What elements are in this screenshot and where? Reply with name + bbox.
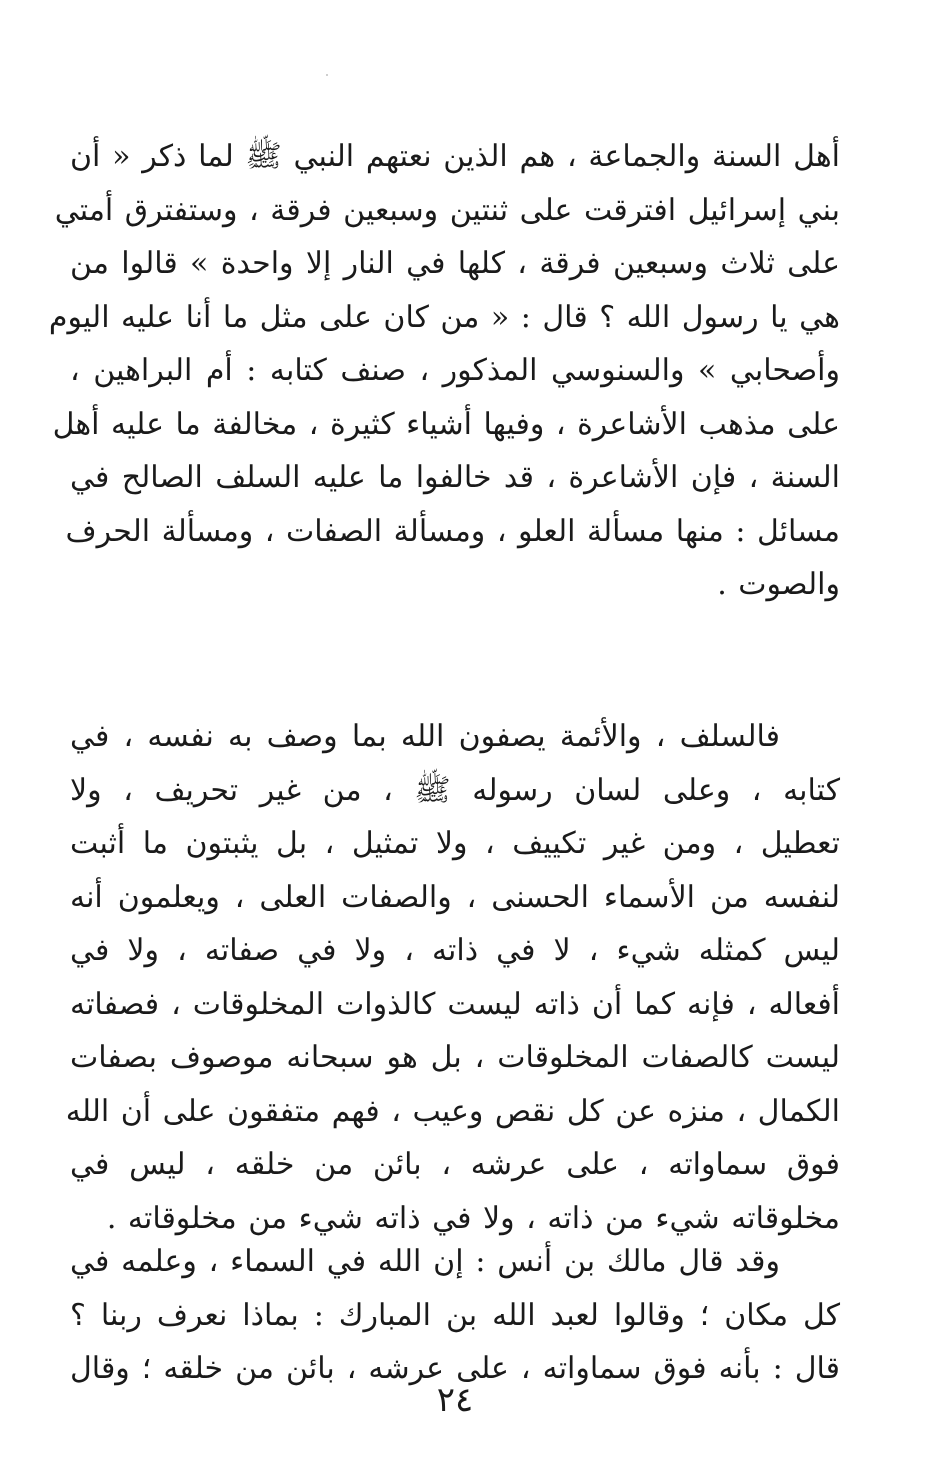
- paragraph-2-line-10: مخلوقاته شيء من ذاته ، ولا في ذاته شيء من مخلوقاته .: [106, 1200, 840, 1236]
- paragraph-1-line-1: أهل السنة والجماعة ، هم الذين نعتهم النبي ﷺ لما ذكر « أن: [70, 139, 840, 174]
- paragraph-3-line-2: كل مكان ؛ وقالوا لعبد الله بن المبارك : بماذا نعرف ربنا ؟: [70, 1297, 840, 1333]
- paragraph-3-line-3: قال : بأنه فوق سماواته ، على عرشه ، بائن من خلقه ؛ وقال: [70, 1351, 840, 1386]
- paragraph-3-line-1: وقد قال مالك بن أنس : إن الله في السماء ، وعلمه في: [70, 1244, 780, 1279]
- paragraph-3: [70, 1235, 840, 1396]
- book-page: [48, 120, 840, 1450]
- paragraph-2-line-7: ليست كالصفات المخلوقات ، بل هو سبحانه موصوف بصفات: [70, 1040, 840, 1075]
- paragraph-2-line-2: كتابه ، وعلى لسان رسوله ﷺ ، من غير تحريف ، ولا: [70, 772, 840, 808]
- paragraph-2-line-3: تعطيل ، ومن غير تكييف ، ولا تمثيل ، بل يثبتون ما أثبت: [70, 826, 840, 861]
- paragraph-1-line-2: بني إسرائيل افترقت على ثنتين وسبعين فرقة ، وستفترق أمتي: [54, 192, 840, 228]
- scan-mark: [326, 74, 328, 76]
- paragraph-1-line-5: وأصحابي » والسنوسي المذكور ، صنف كتابه : أم البراهين ،: [70, 353, 840, 388]
- paragraph-1-line-6: على مذهب الأشاعرة ، وفيها أشياء كثيرة ، مخالفة ما عليه أهل: [52, 406, 840, 442]
- paragraph-2-line-4: لنفسه من الأسماء الحسنى ، والصفات العلى ، ويعلمون أنه: [70, 879, 840, 915]
- page-number: ٢٤: [436, 1380, 474, 1420]
- paragraph-2-line-9: فوق سماواته ، على عرشه ، بائن من خلقه ، ليس في: [70, 1147, 840, 1182]
- paragraph-2-line-6: أفعاله ، فإنه كما أن ذاته ليست كالذوات المخلوقات ، فصفاته: [70, 986, 840, 1022]
- paragraph-2-line-1: فالسلف ، والأئمة يصفون الله بما وصف به نفسه ، في: [70, 719, 780, 754]
- paragraph-1: [48, 130, 840, 612]
- paragraph-1-line-9: والصوت .: [717, 567, 840, 602]
- paragraph-1-line-4: هي يا رسول الله ؟ قال : « من كان على مثل ما أنا عليه اليوم: [48, 299, 840, 335]
- paragraph-1-line-8: مسائل : منها مسألة العلو ، ومسألة الصفات ، ومسألة الحرف: [65, 513, 840, 549]
- paragraph-2-line-8: الكمال ، منزه عن كل نقص وعيب ، فهم متفقون على أن الله: [65, 1093, 840, 1129]
- paragraph-1-line-7: السنة ، فإن الأشاعرة ، قد خالفوا ما عليه السلف الصالح في: [70, 460, 840, 495]
- paragraph-1-line-3: على ثلاث وسبعين فرقة ، كلها في النار إلا واحدة » قالوا من: [70, 246, 840, 281]
- paragraph-2: [65, 710, 840, 1245]
- paragraph-2-line-5: ليس كمثله شيء ، لا في ذاته ، ولا في صفاته ، ولا في: [70, 933, 840, 968]
